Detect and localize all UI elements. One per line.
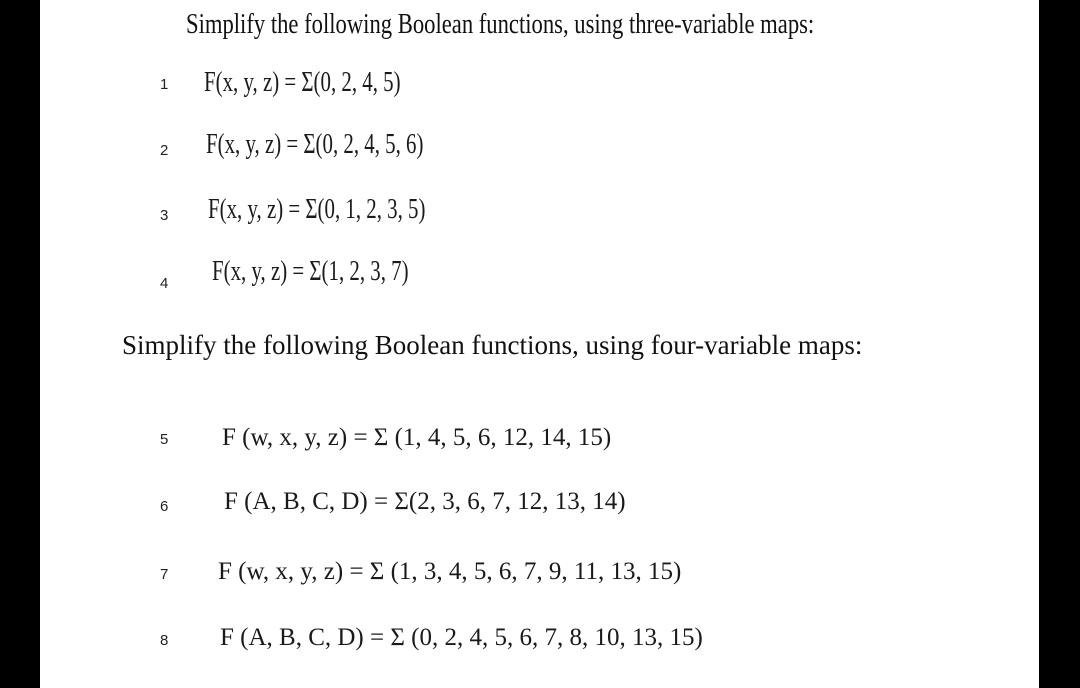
problem-expression: F (A, B, C, D) = Σ(2, 3, 6, 7, 12, 13, 14) — [224, 488, 626, 515]
problem-expression: F(x, y, z) = Σ(0, 2, 4, 5, 6) — [206, 128, 424, 160]
problem-number: 6 — [160, 498, 169, 515]
problem-row — [40, 66, 1039, 106]
problem-row — [40, 424, 1039, 464]
problem-number: 3 — [160, 207, 169, 224]
four-variable-heading: Simplify the following Boolean functions, using four-variable maps: — [122, 330, 863, 360]
problem-row — [40, 255, 1039, 295]
problem-expression: F (A, B, C, D) = Σ (0, 2, 4, 5, 6, 7, 8, 10, 13, 15) — [220, 624, 703, 651]
problem-row — [40, 128, 1039, 168]
three-variable-heading: Simplify the following Boolean functions, using three-variable maps: — [186, 8, 815, 40]
problem-row — [40, 193, 1039, 233]
problem-number: 8 — [160, 632, 169, 649]
problem-expression: F (w, x, y, z) = Σ (1, 4, 5, 6, 12, 14, 15) — [222, 424, 612, 451]
problem-expression: F (w, x, y, z) = Σ (1, 3, 4, 5, 6, 7, 9, 11, 13, 15) — [218, 558, 682, 585]
document-page — [40, 0, 1039, 688]
problem-row — [40, 488, 1039, 528]
problem-number: 2 — [160, 142, 169, 159]
problem-number: 1 — [160, 76, 169, 93]
problem-number: 5 — [160, 431, 169, 448]
problem-number: 4 — [160, 275, 169, 292]
problem-number: 7 — [160, 566, 169, 583]
problem-expression: F(x, y, z) = Σ(1, 2, 3, 7) — [212, 255, 409, 287]
problem-expression: F(x, y, z) = Σ(0, 1, 2, 3, 5) — [208, 193, 426, 225]
problem-row — [40, 558, 1039, 598]
problem-expression: F(x, y, z) = Σ(0, 2, 4, 5) — [204, 66, 401, 98]
problem-row — [40, 624, 1039, 664]
